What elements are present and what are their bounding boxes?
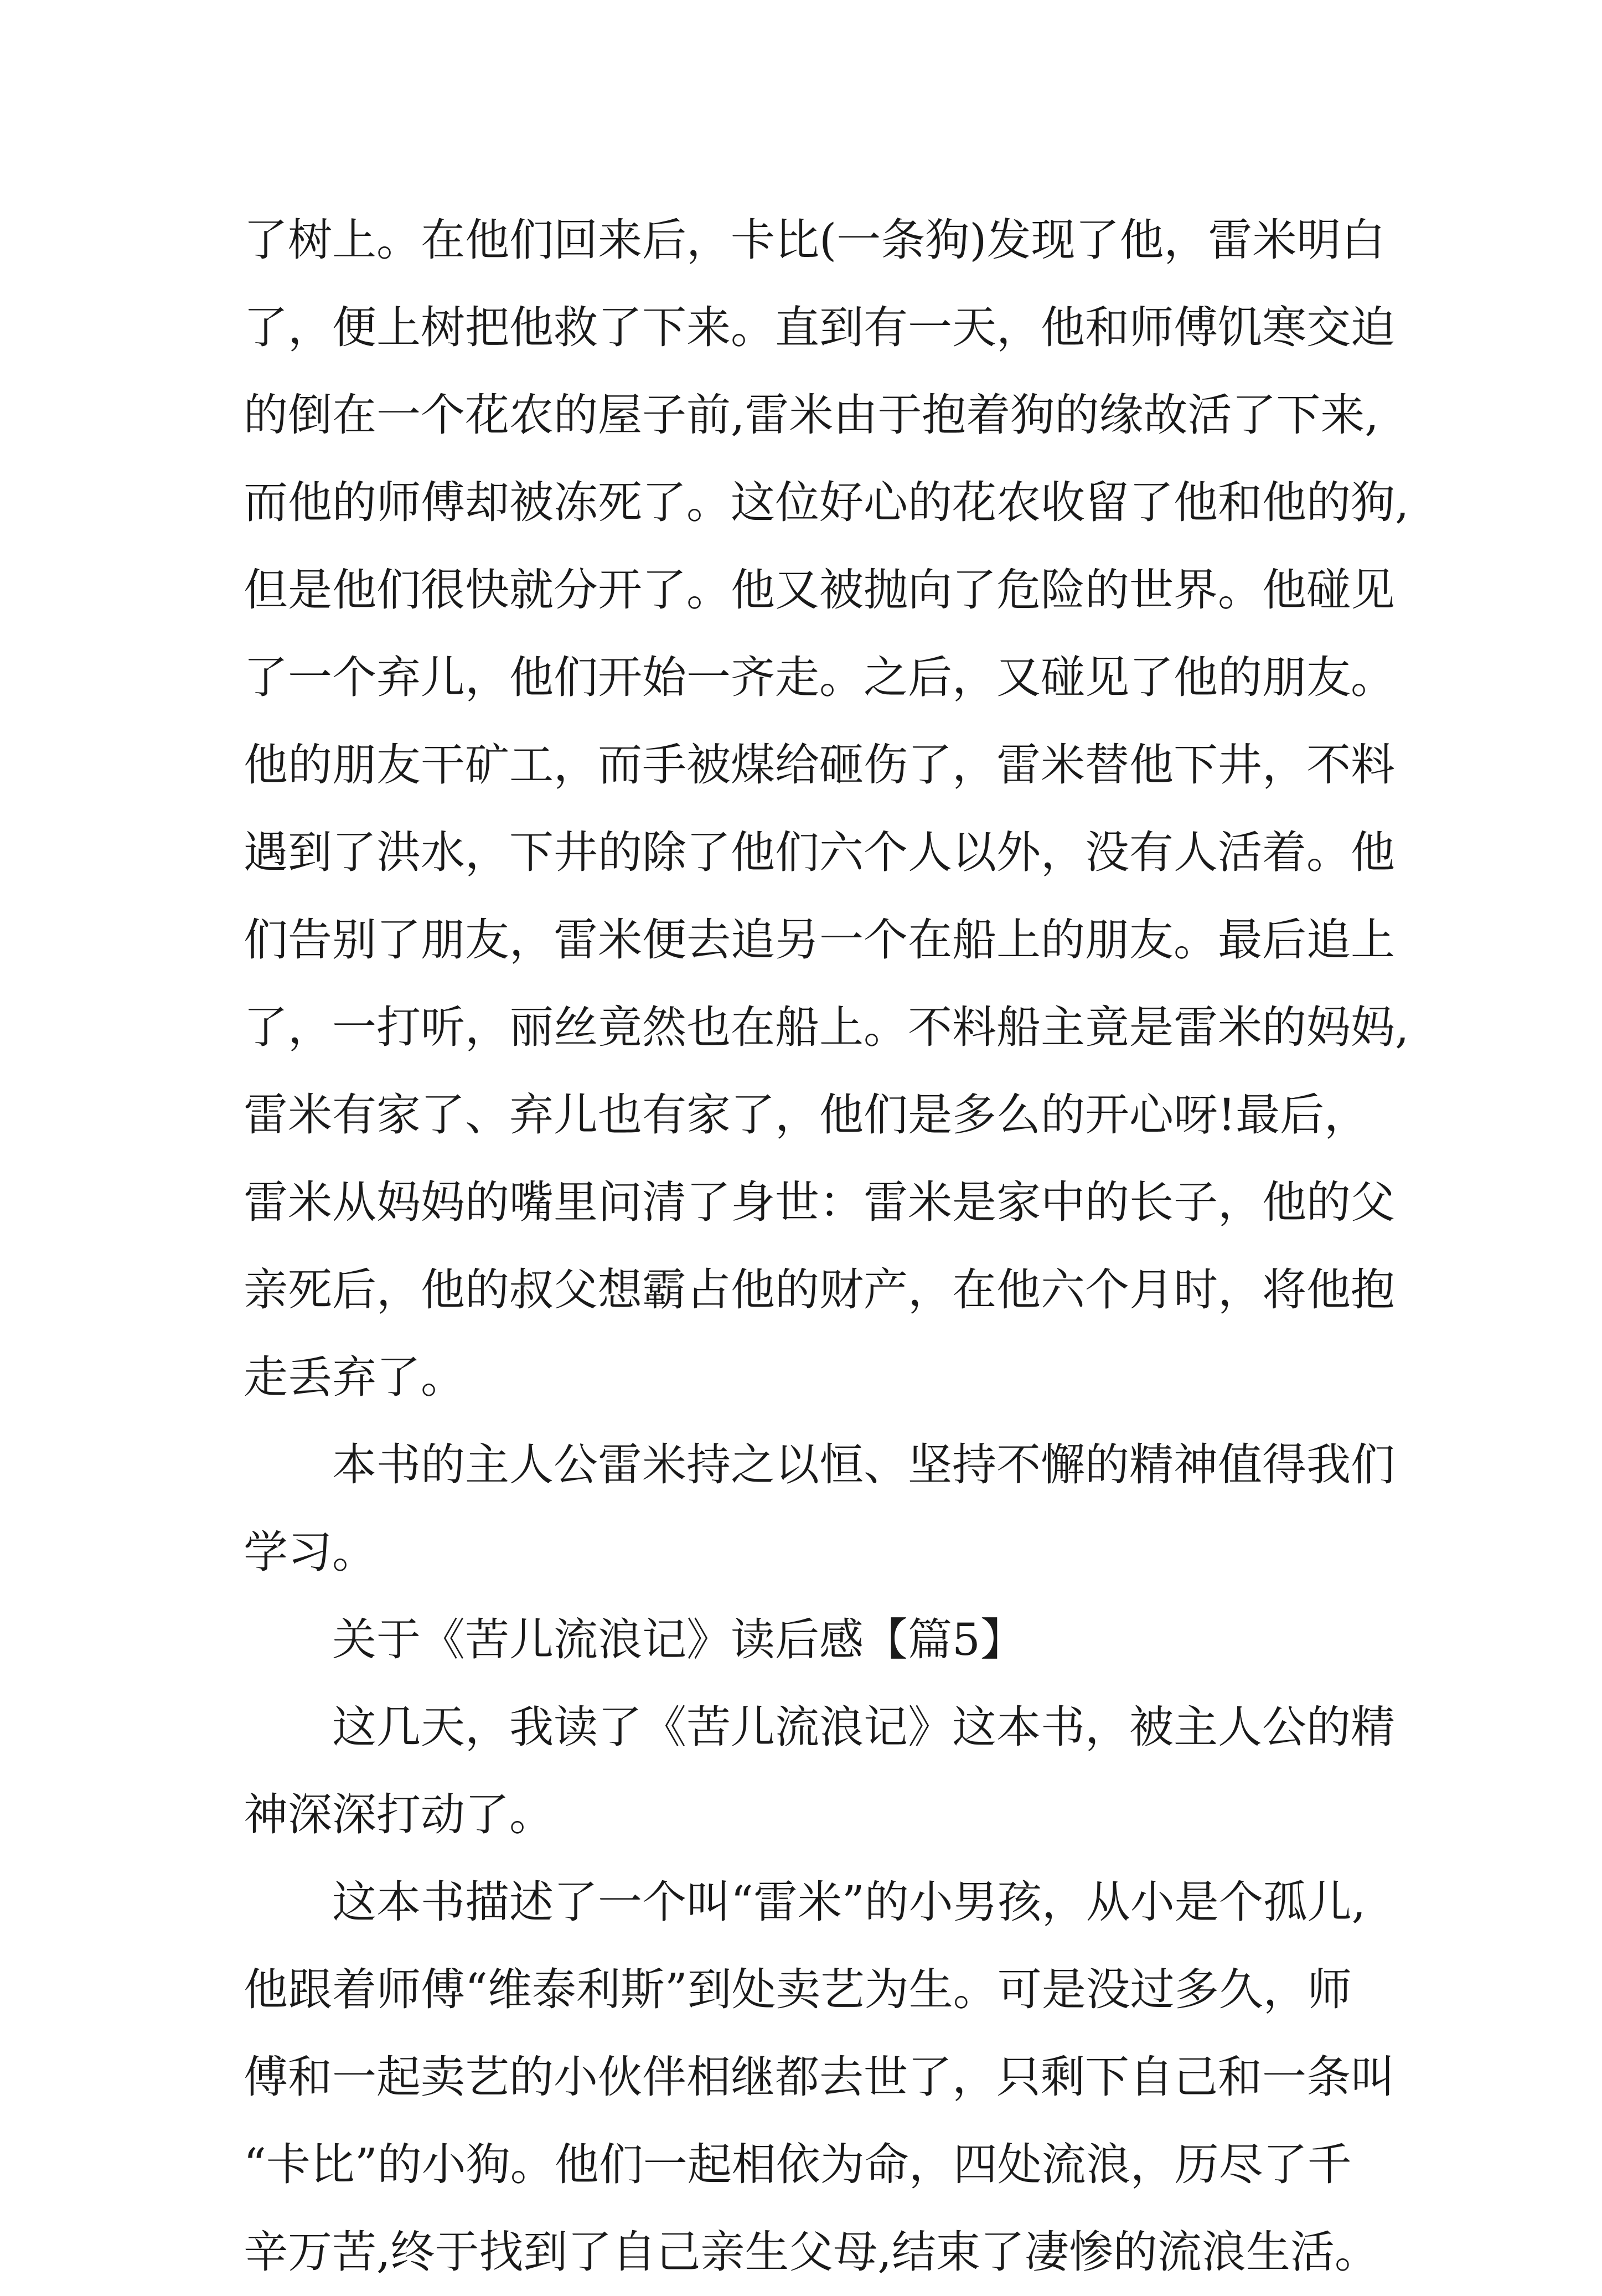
text-line: 雷米从妈妈的嘴里问清了身世：雷米是家中的长子，他的父 (244, 1177, 1395, 1228)
text-line: 了，便上树把他救了下来。直到有一天，他和师傅饥寒交迫 (244, 302, 1395, 353)
text-line: 亲死后，他的叔父想霸占他的财产，在他六个月时，将他抱 (244, 1264, 1395, 1315)
text-line: 而他的师傅却被冻死了。这位好心的花农收留了他和他的狗, (244, 477, 1409, 528)
text-line: 走丢弃了。 (244, 1351, 465, 1403)
text-line: 他的朋友干矿工，而手被煤给砸伤了，雷米替他下井，不料 (244, 739, 1395, 791)
text-line: 雷米有家了、弃儿也有家了，他们是多么的开心呀!最后， (244, 1089, 1369, 1141)
text-line: 神深深打动了。 (244, 1789, 554, 1840)
section-heading: 关于《苦儿流浪记》读后感【篇5】 (332, 1614, 1025, 1665)
text-line: 了一个弃儿，他们开始一齐走。之后，又碰见了他的朋友。 (244, 652, 1395, 703)
paragraph-first-line: 这几天，我读了《苦儿流浪记》这本书，被主人公的精 (332, 1701, 1395, 1753)
text-line: 辛万苦,终于找到了自己亲生父母,结束了凄惨的流浪生活。 (244, 2226, 1379, 2278)
text-line: 们告别了朋友，雷米便去追另一个在船上的朋友。最后追上 (244, 914, 1395, 966)
text-line: 的倒在一个花农的屋子前,雷米由于抱着狗的缘故活了下来, (244, 389, 1379, 441)
text-line: 了树上。在他们回来后，卡比(一条狗)发现了他，雷米明白 (244, 214, 1386, 266)
text-line: 学习。 (244, 1526, 376, 1578)
document-body (244, 197, 1428, 2296)
text-line: “卡比”的小狗。他们一起相依为命，四处流浪，历尽了千 (244, 2139, 1352, 2190)
text-line: 傅和一起卖艺的小伙伴相继都去世了，只剩下自己和一条叫 (244, 2051, 1395, 2103)
text-line: 遇到了洪水，下井的除了他们六个人以外，没有人活着。他 (244, 827, 1395, 878)
paragraph-first-line: 这本书描述了一个叫“雷米”的小男孩，从小是个孤儿, (332, 1876, 1366, 1928)
text-line: 他跟着师傅“维泰利斯”到处卖艺为生。可是没过多久，师 (244, 1964, 1352, 2015)
paragraph-first-line: 本书的主人公雷米持之以恒、坚持不懈的精神值得我们 (332, 1439, 1395, 1490)
text-line: 但是他们很快就分开了。他又被抛向了危险的世界。他碰见 (244, 564, 1395, 616)
text-line: 了，一打听，丽丝竟然也在船上。不料船主竟是雷米的妈妈, (244, 1002, 1409, 1053)
